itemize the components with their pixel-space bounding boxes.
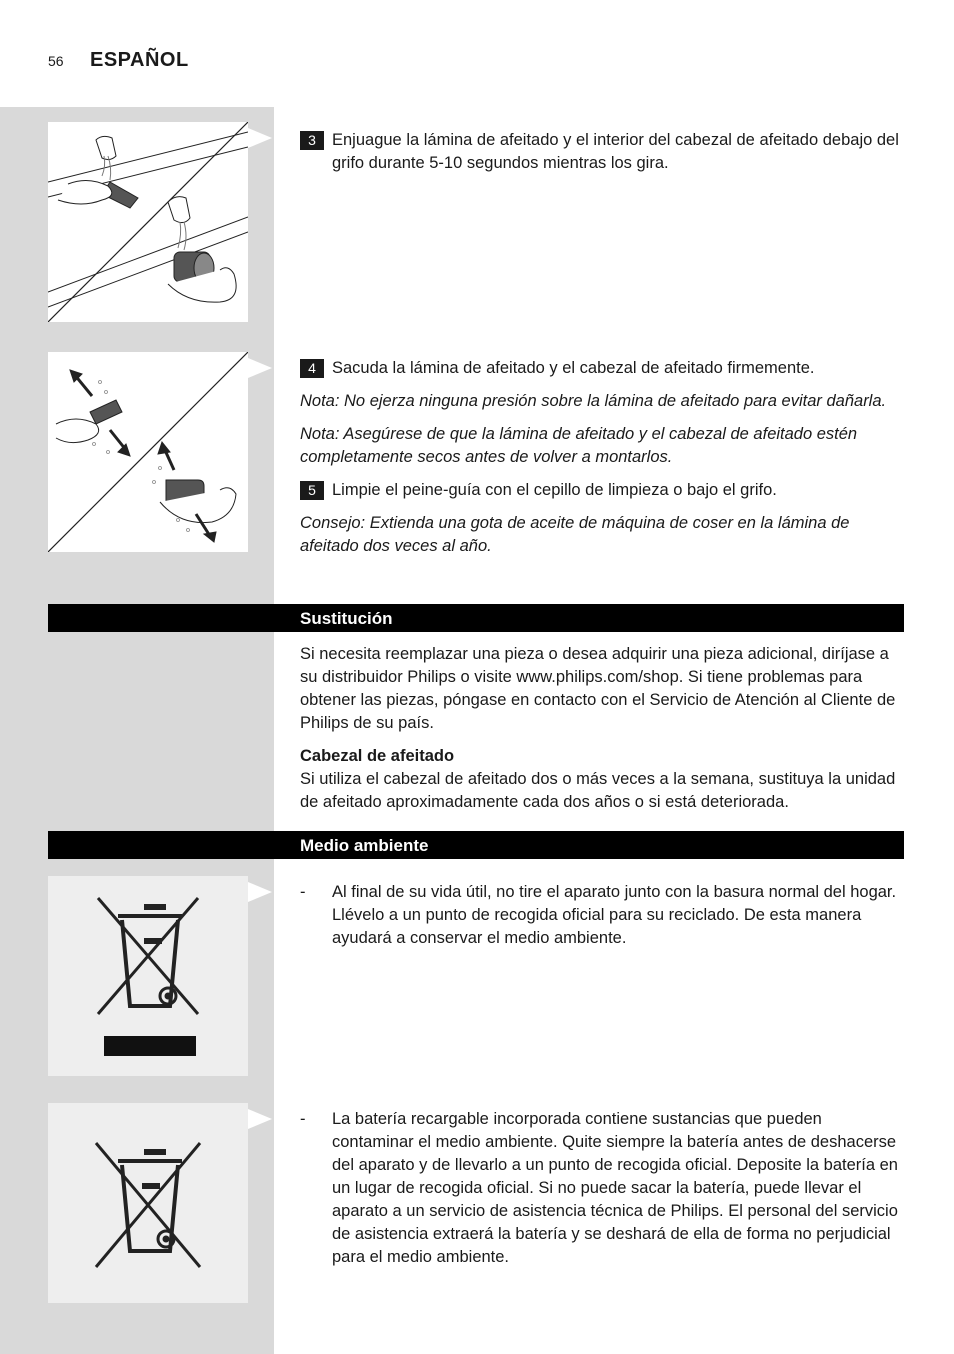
section-title: Sustitución: [300, 609, 393, 628]
steps-4-5-block: [300, 357, 906, 558]
sustitucion-intro: Si necesita reemplazar una pieza o desea adquirir una pieza adicional, diríjase a su distribuidor Philips o visite www.philips.com/shop. Si tiene problemas para obtener las piezas, póngase en contacto con el Servicio de Atención al Cliente de Philips de su país.: [300, 645, 896, 732]
shake-illustration: [48, 352, 248, 552]
step-number: 4: [300, 359, 324, 378]
step-text: Limpie el peine-guía con el cepillo de limpieza o bajo el grifo.: [332, 481, 777, 499]
bullet-recycling: [300, 881, 906, 950]
tip-oil: Consejo: Extienda una gota de aceite de máquina de coser en la lámina de afeitado dos veces al año.: [300, 514, 850, 555]
figure-pointer: [248, 128, 272, 148]
step-text: Sacuda la lámina de afeitado y el cabezal de afeitado firmemente.: [332, 359, 815, 377]
sustitucion-body: [300, 643, 906, 814]
subheading-cabezal: Cabezal de afeitado: [300, 747, 455, 765]
bullet-dash: -: [300, 883, 306, 901]
step-5: [300, 479, 906, 502]
bullet-dash: -: [300, 1110, 306, 1128]
step-text: Enjuague la lámina de afeitado y el interior del cabezal de afeitado debajo del grifo durante 5-10 segundos mientras los gira.: [332, 131, 899, 172]
section-title: Medio ambiente: [300, 836, 429, 855]
page-number: 56: [48, 53, 64, 69]
page-language-title: ESPAÑOL: [90, 49, 189, 71]
step-number: 3: [300, 131, 324, 150]
section-header-sustitucion: [48, 604, 904, 632]
figure-pointer: [248, 1109, 272, 1129]
rinse-illustration: [48, 122, 248, 322]
bullet-text: Al final de su vida útil, no tire el aparato junto con la basura normal del hogar. Llévelo a un punto de recogida oficial para su reciclado. De esta manera ayudará a conservar el medio ambiente.: [332, 883, 897, 947]
bullet-battery: [300, 1108, 906, 1269]
section-header-medio-ambiente: [48, 831, 904, 859]
step-4: [300, 357, 906, 380]
figure-pointer: [248, 358, 272, 378]
note-pressure: Nota: No ejerza ninguna presión sobre la lámina de afeitado para evitar dañarla.: [300, 392, 887, 410]
crossed-bin-illustration: [48, 876, 248, 1076]
bullet-text: La batería recargable incorporada contiene sustancias que pueden contaminar el medio ambiente. Quite siempre la batería antes de deshacerse del aparato y de llevarlo a un punto de recogida oficial. Deposite la batería en un lugar de recogida oficial. Si no puede sacar la batería, puede llevar el aparato a un servicio de asistencia técnica de Philips. El personal del servicio de asistencia extraerá la batería y se deshará de ella de forma no perjudicial para el medio ambiente.: [332, 1110, 898, 1266]
step-number: 5: [300, 481, 324, 500]
cabezal-text: Si utiliza el cabezal de afeitado dos o más veces a la semana, sustituya la unidad de afeitado aproximadamente cada dos años o si está deteriorada.: [300, 770, 896, 811]
note-dry: Nota: Asegúrese de que la lámina de afeitado y el cabezal de afeitado estén completamente secos antes de volver a montarlos.: [300, 425, 858, 466]
step-3: [300, 129, 906, 175]
figure-pointer: [248, 882, 272, 902]
crossed-bin-battery-illustration: [48, 1103, 248, 1303]
